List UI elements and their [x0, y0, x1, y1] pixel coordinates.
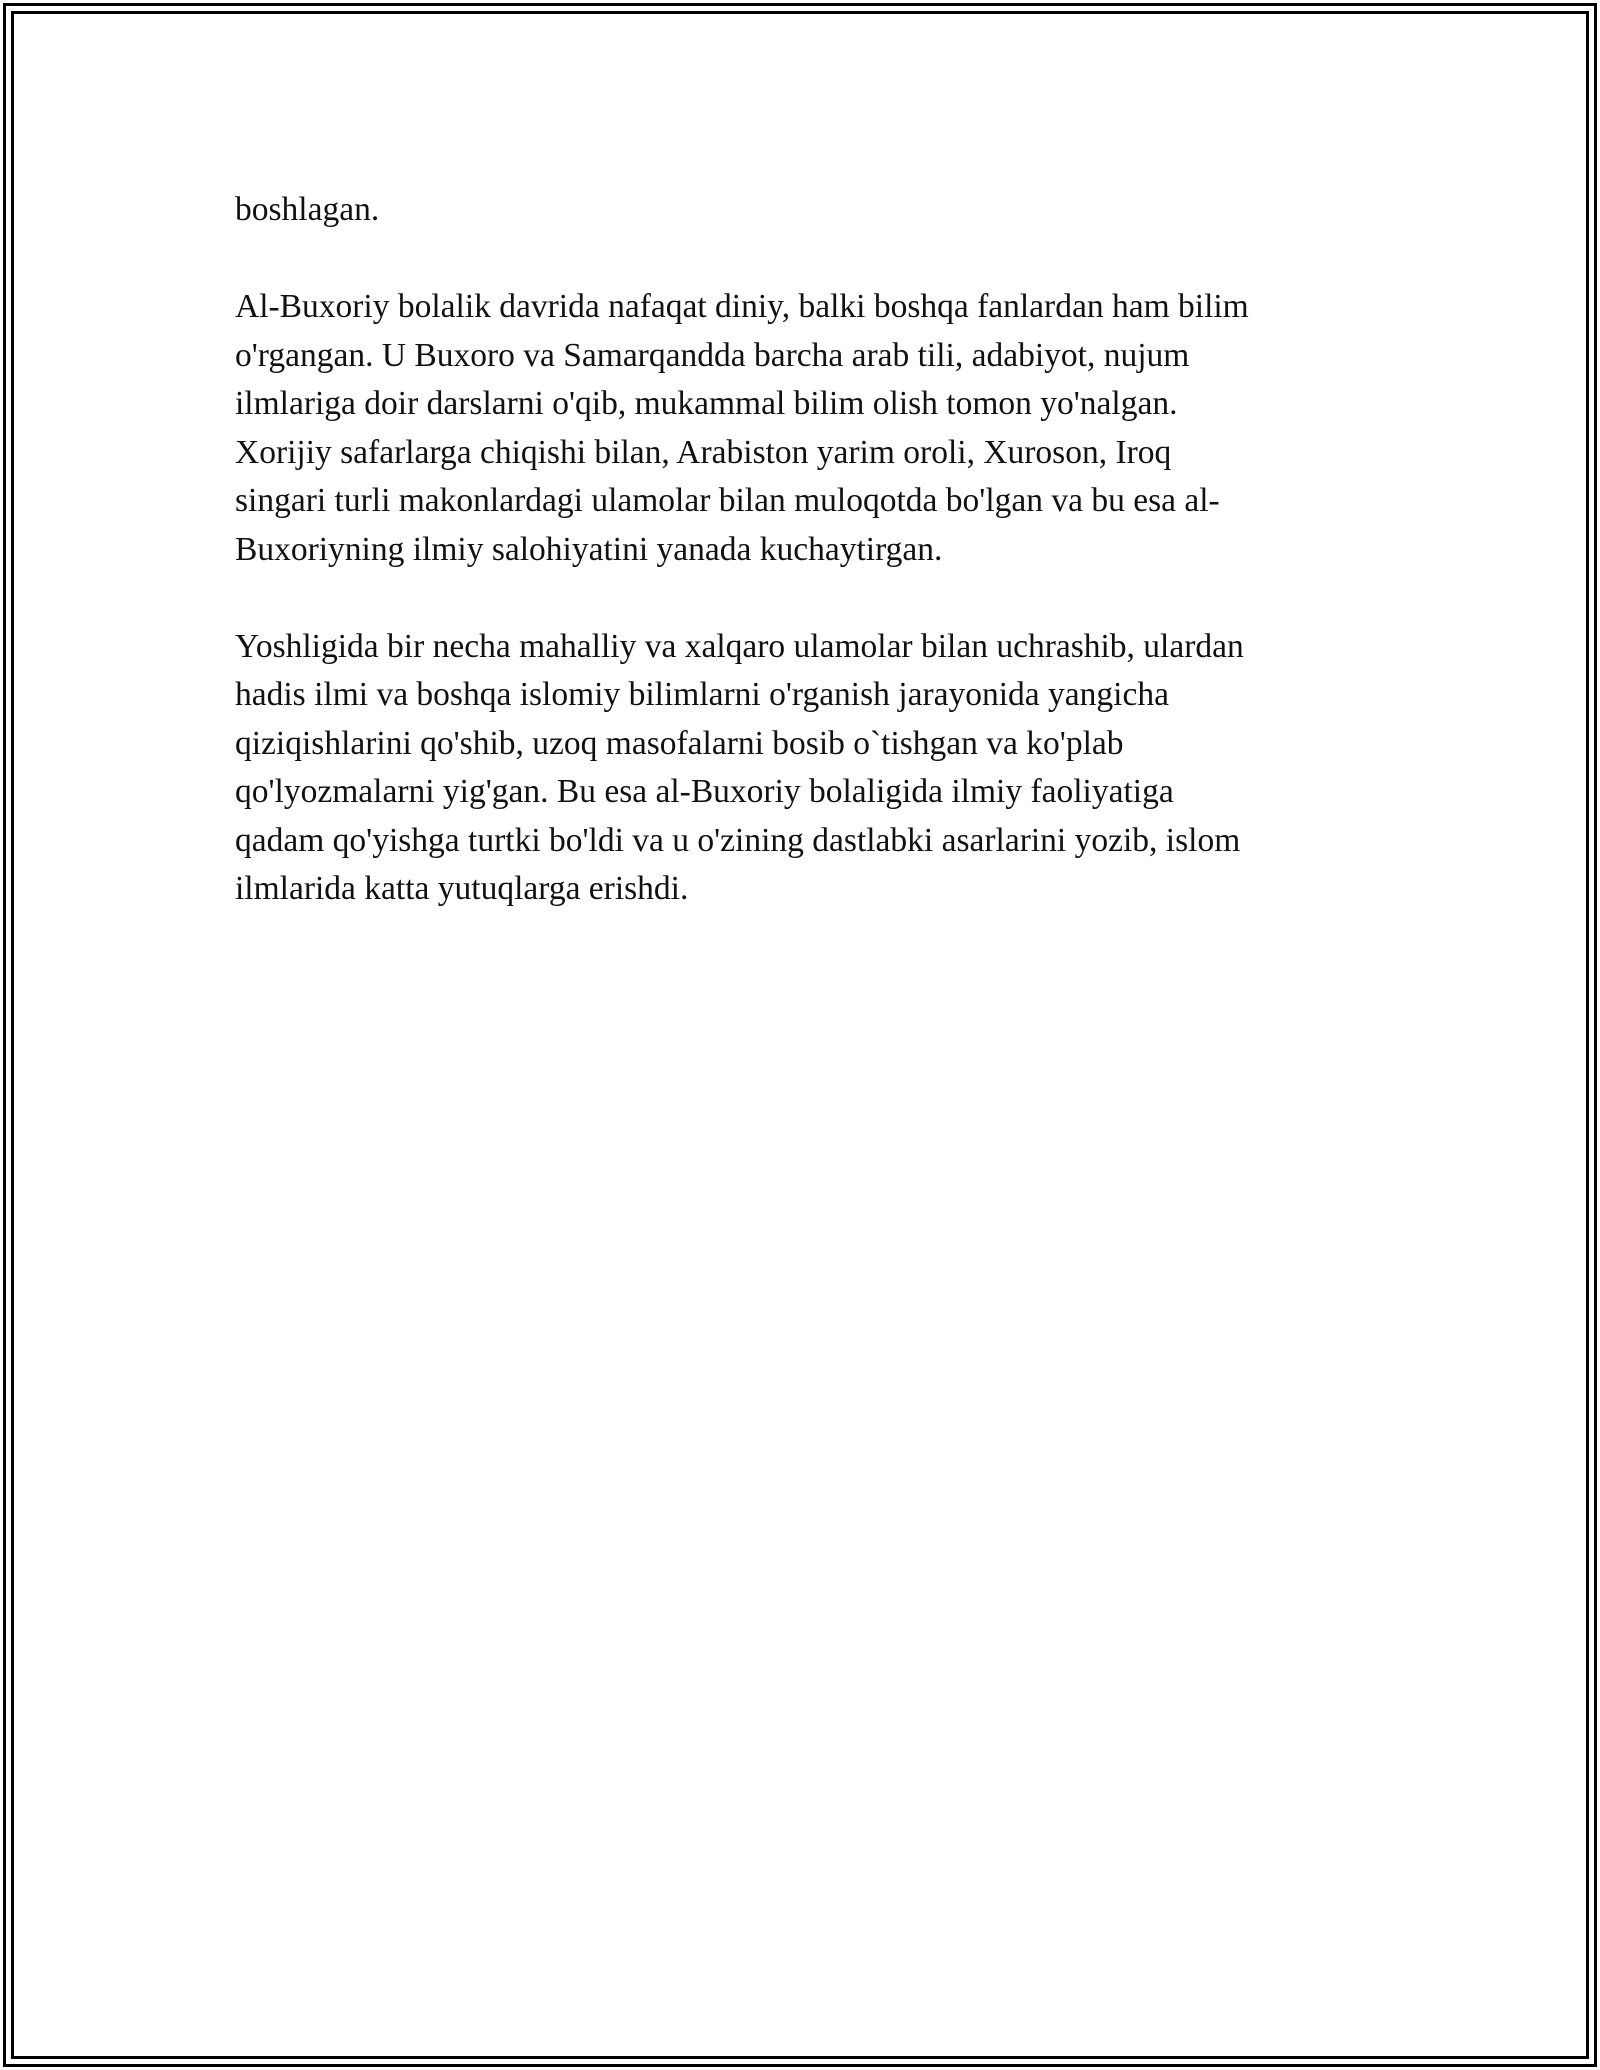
text-line: qiziqishlarini qo'shib, uzoq masofalarni bosib o`tishgan va ko'plab [235, 724, 1124, 762]
text-line: o'rgangan. U Buxoro va Samarqandda barcha arab tili, adabiyot, nujum [235, 336, 1190, 374]
text-line: Xorijiy safarlarga chiqishi bilan, Arabiston yarim oroli, Xuroson, Iroq [235, 433, 1172, 471]
paragraph-1 [235, 186, 1365, 235]
paragraph-3 [235, 623, 1365, 914]
text-line: ilmlarida katta yutuqlarga erishdi. [235, 870, 689, 907]
text-line: Buxoriyning ilmiy salohiyatini yanada kuchaytirgan. [235, 530, 943, 568]
text-line: ilmlariga doir darslarni o'qib, mukammal bilim olish tomon yo'nalgan. [235, 385, 1178, 422]
text-line: qo'lyozmalarni yig'gan. Bu esa al-Buxoriy bolaligida ilmiy faoliyatiga [235, 773, 1174, 810]
text-line: singari turli makonlardagi ulamolar bilan muloqotda bo'lgan va bu esa al- [235, 482, 1220, 519]
document-body [235, 186, 1365, 962]
text-line: Yoshligida bir necha mahalliy va xalqaro ulamolar bilan uchrashib, ulardan [235, 627, 1244, 665]
text-line: boshlagan. [235, 191, 380, 228]
text-line: hadis ilmi va boshqa islomiy bilimlarni o'rganish jarayonida yangicha [235, 676, 1169, 713]
paragraph-2 [235, 283, 1365, 574]
text-line: Al-Buxoriy bolalik davrida nafaqat diniy, balki boshqa fanlardan ham bilim [235, 288, 1249, 325]
text-line: qadam qo'yishga turtki bo'ldi va u o'zining dastlabki asarlarini yozib, islom [235, 821, 1241, 859]
